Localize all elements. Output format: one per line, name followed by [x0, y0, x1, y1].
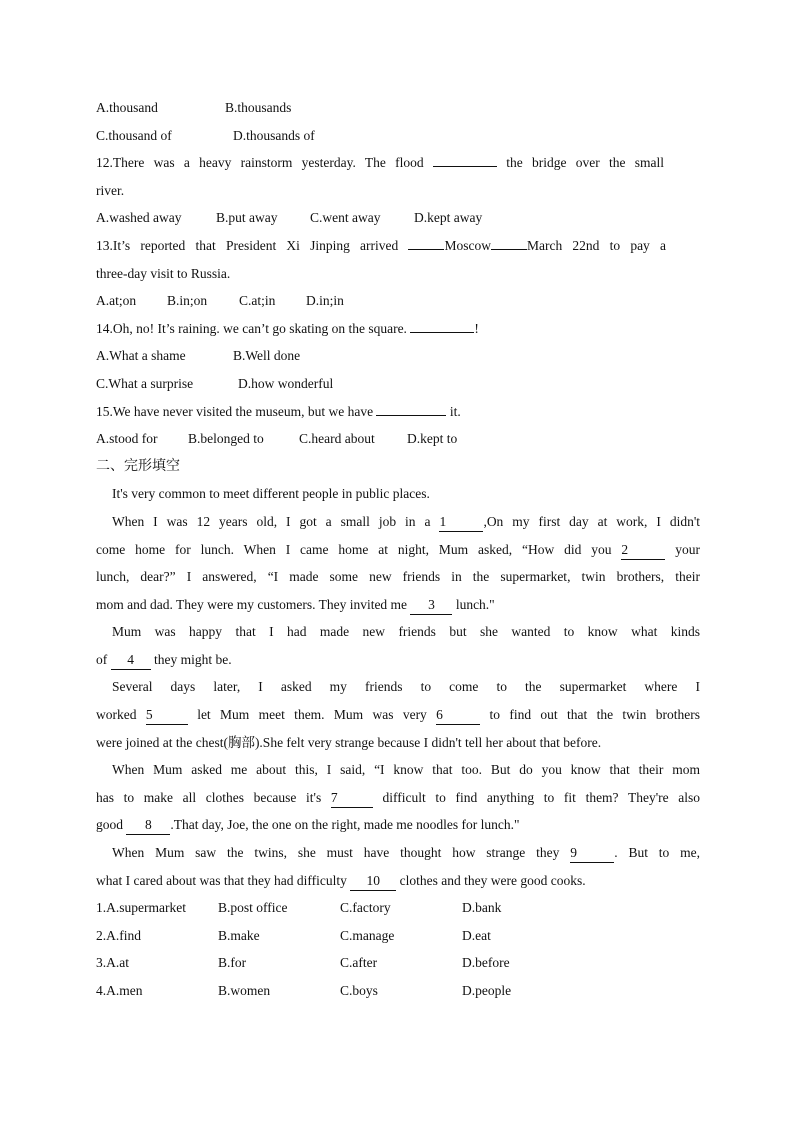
q12-option-a: A.washed away	[96, 210, 182, 226]
q15-option-b: B.belonged to	[188, 431, 264, 447]
exam-page	[96, 94, 700, 1005]
cloze-option-b: B.for	[218, 955, 247, 971]
q11-option-d: D.thousands of	[233, 127, 315, 143]
q12-options	[96, 204, 700, 232]
q13-option-b: B.in;on	[167, 293, 208, 309]
q13-option-a: A.at;on	[96, 293, 137, 309]
cloze-option-a: 4.A.men	[96, 983, 143, 998]
cloze-option-d: D.bank	[462, 900, 502, 916]
q14-option-c: C.What a surprise	[96, 375, 194, 391]
cloze-option-c: C.boys	[340, 983, 378, 998]
cloze-blank-6: 6	[436, 706, 480, 725]
passage-p6-line-1: When Mum saw the twins, she must have thought how strange they 9 . But to me,	[96, 839, 700, 867]
cloze-option-b: B.women	[218, 983, 271, 998]
cloze-option-d: D.people	[462, 983, 512, 998]
q14-options-row-1	[96, 342, 700, 370]
q11-options-row-2	[96, 122, 700, 150]
q14-blank	[410, 332, 474, 333]
passage-p4-line-1: Several days later, I asked my friends to come to the supermarket where I	[112, 679, 700, 695]
q14-options-row-2	[96, 370, 700, 398]
cloze-blank-8: 8	[126, 816, 170, 835]
q15-stem: 15.We have never visited the museum, but we have it.	[96, 403, 461, 419]
q12-blank	[433, 166, 497, 167]
q14-option-d: D.how wonderful	[238, 375, 334, 391]
q15-option-c: C.heard about	[299, 431, 375, 447]
section-title-cloze: 二、完形填空	[96, 457, 180, 474]
q11-option-c: C.thousand of	[96, 127, 172, 143]
cloze-blank-7: 7	[331, 789, 373, 808]
passage-p2-line-2: come home for lunch. When I came home at night, Mum asked, “How did you 2 your	[96, 536, 700, 564]
passage-p1: It's very common to meet different people in public places.	[112, 486, 430, 502]
cloze-option-a: 1.A.supermarket	[96, 900, 186, 916]
passage-p3-line-2: of 4 they might be.	[96, 646, 700, 674]
q15-option-d: D.kept to	[407, 431, 458, 447]
q11-option-b: B.thousands	[225, 100, 292, 115]
passage-p2-line-3: lunch, dear?” I answered, “I made some new friends in the supermarket, twin brothers, their	[96, 569, 700, 585]
cloze-option-d: D.before	[462, 955, 510, 971]
cloze-option-c: C.manage	[340, 927, 395, 943]
passage-p4-line-2: worked 5 let Mum meet them. Mum was very 6 to find out that the twin brothers	[96, 701, 700, 729]
q14-option-b: B.Well done	[233, 348, 301, 364]
cloze-option-a: 3.A.at	[96, 955, 129, 971]
q13-stem: 13.It’s reported that President Xi Jinping arrived Moscow March 22nd to pay a	[96, 237, 667, 253]
cloze-option-b: B.post office	[218, 900, 288, 916]
cloze-options-row	[96, 977, 700, 1005]
cloze-blank-4: 4	[111, 651, 151, 670]
q12-option-c: C.went away	[310, 210, 381, 226]
q11-options-row-1	[96, 94, 700, 122]
q15-blank	[376, 415, 446, 416]
q13-option-d: D.in;in	[306, 293, 344, 309]
cloze-option-c: C.factory	[340, 900, 391, 916]
passage-p3-line-1: Mum was happy that I had made new friends but she wanted to know what kinds	[112, 624, 700, 640]
cloze-option-a: 2.A.find	[96, 927, 141, 943]
cloze-blank-2: 2	[621, 541, 665, 560]
cloze-blank-3: 3	[410, 596, 452, 615]
q15-options	[96, 425, 700, 453]
passage-p5-line-1: When Mum asked me about this, I said, “I know that too. But do you know that their mom	[112, 762, 700, 778]
passage-p6-line-2: what I cared about was that they had difficulty 10 clothes and they were good cooks.	[96, 867, 700, 895]
q13-blank-2	[491, 249, 527, 250]
passage-p2-line-4: mom and dad. They were my customers. They invited me 3 lunch."	[96, 591, 700, 619]
cloze-blank-1: 1	[439, 513, 483, 532]
q13-blank-1	[408, 249, 444, 250]
cloze-options-row	[96, 922, 700, 950]
q14-option-a: A.What a shame	[96, 348, 186, 364]
cloze-option-c: C.after	[340, 955, 378, 971]
q12-option-d: D.kept away	[414, 210, 483, 226]
cloze-blank-5: 5	[146, 706, 188, 725]
q12-stem-cont: river.	[96, 182, 125, 198]
q15-option-a: A.stood for	[96, 431, 158, 447]
passage-p2-line-1: When I was 12 years old, I got a small job in a 1 ,On my first day at work, I didn't	[96, 508, 700, 536]
q13-stem-cont: three-day visit to Russia.	[96, 265, 231, 281]
q13-options	[96, 287, 700, 315]
cloze-options-row	[96, 949, 700, 977]
cloze-option-d: D.eat	[462, 927, 491, 943]
cloze-blank-9: 9	[570, 844, 614, 863]
cloze-blank-10: 10	[350, 872, 396, 891]
cloze-options-row	[96, 894, 700, 922]
q11-option-a: A.thousand	[96, 100, 158, 115]
q14-stem: 14.Oh, no! It’s raining. we can’t go skating on the square. !	[96, 320, 479, 336]
passage-p5-line-3: good 8 .That day, Joe, the one on the right, made me noodles for lunch."	[96, 811, 700, 839]
q13-option-c: C.at;in	[239, 293, 276, 309]
cloze-option-b: B.make	[218, 927, 260, 943]
passage-p4-line-3: were joined at the chest(胸部).She felt very strange because I didn't tell her about that before.	[96, 734, 602, 750]
passage-p5-line-2: has to make all clothes because it's 7 difficult to find anything to fit them? They're also	[96, 784, 700, 812]
q12-option-b: B.put away	[216, 210, 278, 226]
q12-stem: 12.There was a heavy rainstorm yesterday. The flood the bridge over the small	[96, 155, 665, 171]
